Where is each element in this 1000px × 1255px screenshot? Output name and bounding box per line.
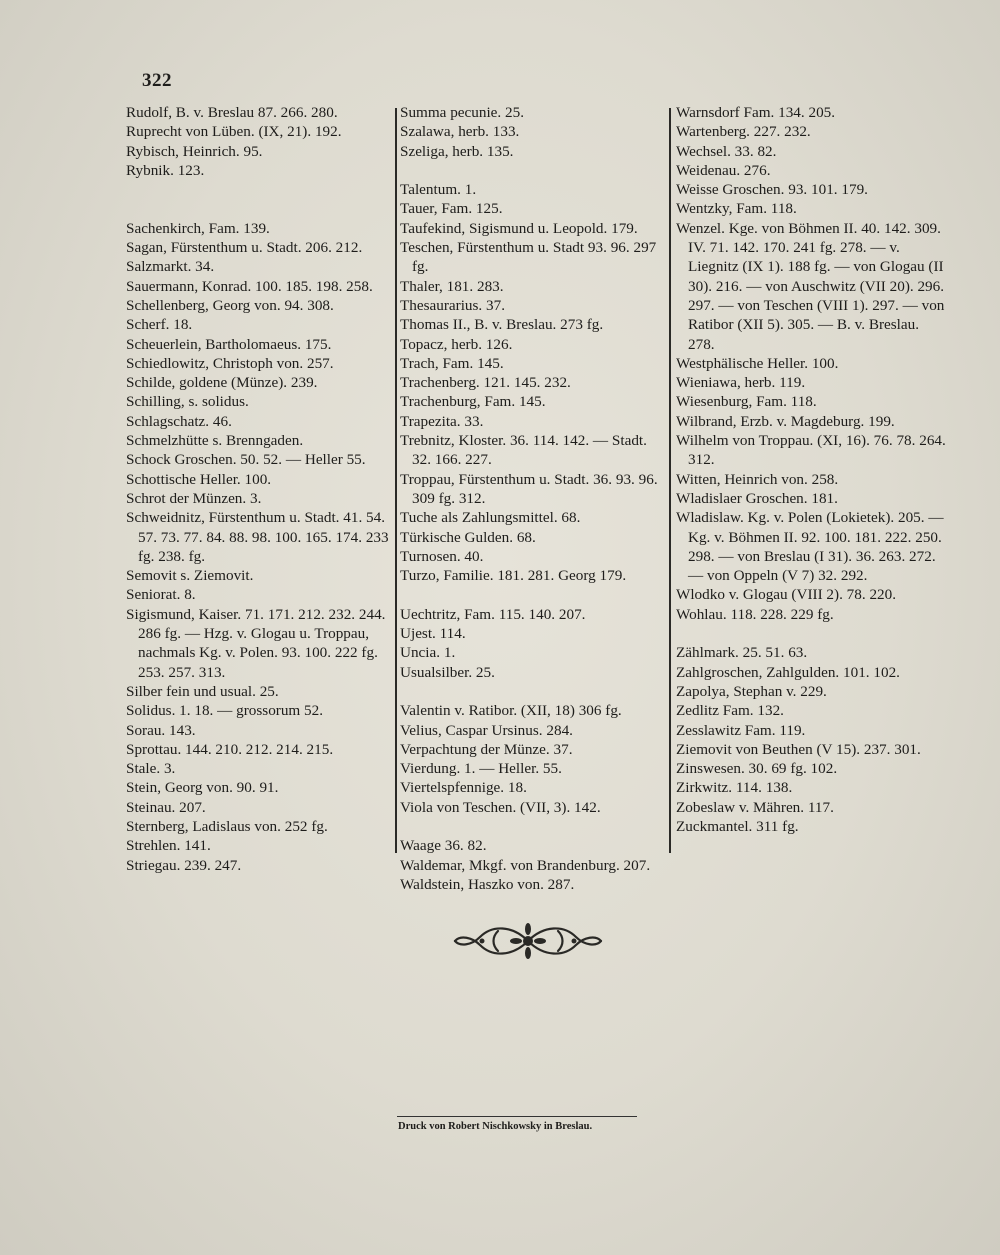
index-entry: Schlagschatz. 46. (126, 412, 232, 430)
index-entry: Sigismund, Kaiser. 71. 171. 212. 232. 244. 286 fg. — Hzg. v. Glogau u. Troppau, nachmals Kg. v. Polen. 93. 100. 222 fg. 253. 257. 313. (126, 605, 386, 681)
index-spacer (400, 817, 668, 836)
index-entry: Schrot der Münzen. 3. (126, 489, 262, 507)
index-entry: Steinau. 207. (126, 798, 206, 816)
index-entry: Topacz, herb. 126. (400, 335, 513, 353)
index-entry: Teschen, Fürstenthum u. Stadt 93. 96. 297 fg. (400, 239, 657, 276)
index-entry: Usualsilber. 25. (400, 663, 495, 681)
index-entry: Sauermann, Konrad. 100. 185. 198. 258. (126, 277, 373, 295)
index-entry: Zesslawitz Fam. 119. (676, 721, 806, 739)
ornament-icon (452, 917, 604, 965)
printer-imprint: Druck von Robert Nischkowsky in Breslau. (398, 1121, 593, 1132)
index-entry: Thesaurarius. 37. (400, 296, 506, 314)
index-entry: Wiesenburg, Fam. 118. (676, 393, 817, 411)
index-entry: Velius, Caspar Ursinus. 284. (400, 721, 573, 739)
index-entry: Weidenau. 276. (676, 161, 771, 179)
index-entry: Viola von Teschen. (VII, 3). 142. (400, 798, 601, 816)
index-entry: Zählmark. 25. 51. 63. (676, 644, 808, 662)
index-entry: Schellenberg, Georg von. 94. 308. (126, 296, 334, 314)
column-divider (669, 108, 671, 853)
index-entry: Stale. 3. (126, 760, 176, 778)
index-entry: Wlodko v. Glogau (VIII 2). 78. 220. (676, 586, 897, 604)
index-entry: Wentzky, Fam. 118. (676, 200, 797, 218)
index-entry: Zuckmantel. 311 fg. (676, 817, 799, 835)
index-entry: Wenzel. Kge. von Böhmen II. 40. 142. 309. IV. 71. 142. 170. 241 fg. 278. — v. Liegnitz (IX 1). 188 fg. — von Glogau (II 30). 216. — von Auschwitz (VII 20). 296. 297. — von Teschen (VIII 1). 297. — von Ratibor (XII 5). 305. — B. v. Breslau. 278. (676, 219, 945, 353)
index-entry: Ujest. 114. (400, 625, 466, 643)
index-entry: Waage 36. 82. (400, 837, 487, 855)
index-entry: Sachenkirch, Fam. 139. (126, 219, 270, 237)
index-spacer (400, 682, 668, 701)
index-column-3 (676, 103, 946, 836)
index-entry: Ziemovit von Beuthen (V 15). 237. 301. (676, 740, 921, 758)
index-entry: Valentin v. Ratibor. (XII, 18) 306 fg. (400, 702, 622, 720)
index-entry: Schilde, goldene (Münze). 239. (126, 374, 318, 392)
index-entry: Wladislaw. Kg. v. Polen (Lokietek). 205. — Kg. v. Böhmen II. 92. 100. 181. 222. 250. 298. — von Breslau (I 31). 36. 263. 272. — von Oppeln (V 7) 32. 292. (676, 509, 944, 585)
index-entry: Schiedlowitz, Christoph von. 257. (126, 354, 334, 372)
index-entry: Scherf. 18. (126, 316, 193, 334)
index-entry: Zinswesen. 30. 69 fg. 102. (676, 760, 838, 778)
index-entry: Stein, Georg von. 90. 91. (126, 779, 279, 797)
index-entry: Solidus. 1. 18. — grossorum 52. (126, 702, 324, 720)
index-entry: Türkische Gulden. 68. (400, 528, 536, 546)
index-entry: Schilling, s. solidus. (126, 393, 249, 411)
index-entry: Zedlitz Fam. 132. (676, 702, 784, 720)
index-entry: Talentum. 1. (400, 181, 477, 199)
index-entry: Trachenburg, Fam. 145. (400, 393, 546, 411)
index-entry: Salzmarkt. 34. (126, 258, 215, 276)
index-entry: Seniorat. 8. (126, 586, 196, 604)
index-entry: Zirkwitz. 114. 138. (676, 779, 793, 797)
index-entry: Uncia. 1. (400, 644, 456, 662)
index-entry: Wilhelm von Troppau. (XI, 16). 76. 78. 264. 312. (676, 432, 946, 469)
index-entry: Schmelzhütte s. Brenngaden. (126, 432, 304, 450)
index-entry: Warnsdorf Fam. 134. 205. (676, 104, 836, 121)
index-entry: Trapezita. 33. (400, 412, 484, 430)
index-entry: Ruprecht von Lüben. (IX, 21). 192. (126, 123, 342, 141)
index-entry: Troppau, Fürstenthum u. Stadt. 36. 93. 96. 309 fg. 312. (400, 470, 658, 507)
index-entry: Striegau. 239. 247. (126, 856, 242, 874)
index-entry: Wechsel. 33. 82. (676, 142, 777, 160)
index-entry: Szeliga, herb. 135. (400, 142, 514, 160)
index-entry: Semovit s. Ziemovit. (126, 567, 254, 585)
index-spacer (400, 585, 668, 604)
column-divider (395, 108, 397, 853)
index-entry: Tauer, Fam. 125. (400, 200, 503, 218)
index-entry: Uechtritz, Fam. 115. 140. 207. (400, 605, 586, 623)
index-entry: Schweidnitz, Fürstenthum u. Stadt. 41. 54. 57. 73. 77. 84. 88. 98. 100. 165. 174. 233 fg. 238. fg. (126, 509, 389, 565)
index-entry: Turzo, Familie. 181. 281. Georg 179. (400, 567, 627, 585)
index-entry: Westphälische Heller. 100. (676, 354, 839, 372)
index-entry: Zapolya, Stephan v. 229. (676, 682, 827, 700)
index-entry: Strehlen. 141. (126, 837, 211, 855)
index-entry: Vierdung. 1. — Heller. 55. (400, 760, 562, 778)
index-entry: Taufekind, Sigismund u. Leopold. 179. (400, 219, 638, 237)
index-entry: Rybnik. 123. (126, 161, 205, 179)
index-entry: Thomas II., B. v. Breslau. 273 fg. (400, 316, 604, 334)
index-entry: Waldemar, Mkgf. von Brandenburg. 207. (400, 856, 651, 874)
index-entry: Wieniawa, herb. 119. (676, 374, 806, 392)
index-entry: Summa pecunie. 25. (400, 104, 525, 121)
index-entry: Wartenberg. 227. 232. (676, 123, 811, 141)
index-entry: Scheuerlein, Bartholomaeus. 175. (126, 335, 332, 353)
index-entry: Waldstein, Haszko von. 287. (400, 875, 575, 893)
index-entry: Sagan, Fürstenthum u. Stadt. 206. 212. (126, 239, 363, 257)
page-number: 322 (142, 70, 172, 91)
index-entry: Szalawa, herb. 133. (400, 123, 520, 141)
index-spacer (126, 180, 391, 199)
index-entry: Schottische Heller. 100. (126, 470, 272, 488)
index-entry: Viertelspfennige. 18. (400, 779, 527, 797)
index-entry: Trebnitz, Kloster. 36. 114. 142. — Stadt. 32. 166. 227. (400, 432, 647, 469)
index-entry: Schock Groschen. 50. 52. — Heller 55. (126, 451, 366, 469)
index-spacer (400, 161, 668, 180)
index-spacer (676, 624, 946, 643)
footer-rule (397, 1116, 637, 1117)
index-entry: Thaler, 181. 283. (400, 277, 504, 295)
index-entry: Rudolf, B. v. Breslau 87. 266. 280. (126, 104, 338, 121)
index-column-2 (400, 103, 668, 894)
index-entry: Zobeslaw v. Mähren. 117. (676, 798, 834, 816)
index-entry: Silber fein und usual. 25. (126, 682, 279, 700)
index-entry: Witten, Heinrich von. 258. (676, 470, 839, 488)
index-entry: Turnosen. 40. (400, 547, 484, 565)
index-entry: Sternberg, Ladislaus von. 252 fg. (126, 817, 328, 835)
index-entry: Sprottau. 144. 210. 212. 214. 215. (126, 740, 334, 758)
index-entry: Trachenberg. 121. 145. 232. (400, 374, 571, 392)
index-entry: Wohlau. 118. 228. 229 fg. (676, 605, 834, 623)
index-entry: Tuche als Zahlungsmittel. 68. (400, 509, 581, 527)
index-entry: Zahlgroschen, Zahlgulden. 101. 102. (676, 663, 900, 681)
index-spacer (126, 199, 391, 218)
index-entry: Wladislaer Groschen. 181. (676, 489, 838, 507)
index-entry: Wilbrand, Erzb. v. Magdeburg. 199. (676, 412, 895, 430)
index-entry: Sorau. 143. (126, 721, 196, 739)
index-entry: Weisse Groschen. 93. 101. 179. (676, 181, 868, 199)
index-entry: Verpachtung der Münze. 37. (400, 740, 573, 758)
index-entry: Trach, Fam. 145. (400, 354, 504, 372)
index-column-1 (126, 103, 391, 875)
index-entry: Rybisch, Heinrich. 95. (126, 142, 263, 160)
